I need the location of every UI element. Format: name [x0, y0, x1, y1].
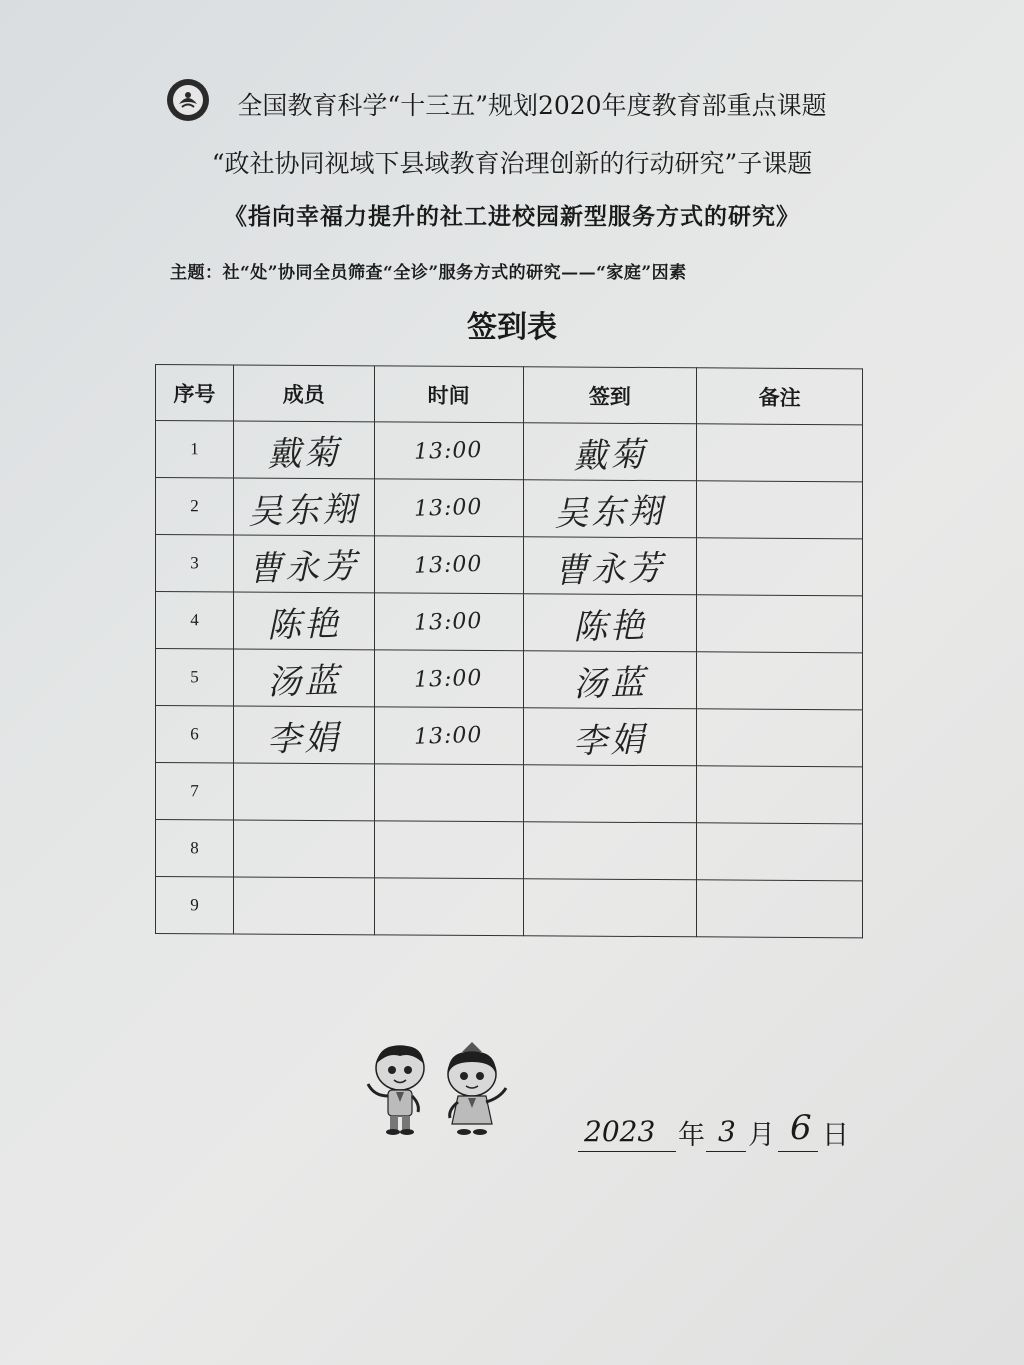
time-cell: [374, 479, 523, 537]
theme-line: 主题：社“处”协同全员筛查“全诊”服务方式的研究——“家庭”因素: [170, 263, 687, 283]
date-year: 2023: [584, 1115, 656, 1148]
table-row: [156, 763, 863, 824]
date-line: [578, 1110, 858, 1160]
member-cell: [233, 592, 374, 650]
member-name: 李娟: [266, 717, 342, 760]
signature-cell: [523, 879, 697, 937]
member-name: 汤蓝: [266, 660, 342, 703]
row-number: 7: [156, 763, 234, 820]
row-number: 4: [156, 592, 234, 649]
time-cell: [374, 878, 523, 936]
year-underline: [578, 1151, 676, 1152]
table-row: [156, 877, 863, 938]
signature-cell: [523, 537, 697, 595]
boy-mascot-icon: [368, 1046, 424, 1135]
sign-in-time: 13:00: [413, 608, 484, 636]
signature: 曹永芳: [553, 547, 667, 591]
note-cell: [697, 709, 863, 767]
member-cell: [233, 421, 374, 479]
column-header-note: 备注: [697, 368, 863, 425]
signature-cell: [523, 594, 697, 652]
day-underline: [778, 1151, 818, 1152]
signature-cell: [523, 423, 697, 481]
sign-in-table: [155, 364, 863, 938]
page-title: 签到表: [467, 310, 557, 345]
sign-in-time: 13:00: [413, 551, 484, 579]
row-number: 9: [156, 877, 234, 934]
signature: 李娟: [572, 719, 648, 762]
row-number: 6: [156, 706, 234, 763]
time-cell: [374, 707, 523, 765]
sign-in-time: 13:00: [413, 665, 484, 693]
year-label: 年: [678, 1120, 705, 1151]
signature: 陈艳: [572, 605, 648, 648]
member-cell: [233, 649, 374, 707]
member-name: 戴菊: [266, 432, 342, 475]
member-cell: [233, 535, 374, 593]
note-cell: [697, 595, 863, 653]
table-row: [156, 592, 863, 653]
date-day: 6: [790, 1108, 812, 1148]
sign-in-time: 13:00: [413, 722, 484, 750]
row-number: 8: [156, 820, 234, 877]
table-row: [156, 478, 863, 539]
table-header-row: [156, 365, 863, 425]
table-row: [156, 649, 863, 710]
sign-in-time: 13:00: [413, 494, 484, 522]
column-header-sign: 签到: [523, 367, 697, 424]
member-cell: [233, 763, 374, 821]
member-cell: [233, 478, 374, 536]
time-cell: [374, 764, 523, 822]
column-header-number: 序号: [156, 365, 234, 421]
month-underline: [706, 1151, 746, 1152]
member-name: 吴东翔: [247, 488, 361, 532]
date-month: 3: [718, 1115, 736, 1148]
project-title-line: 全国教育科学“十三五”规划2020年度教育部重点课题: [237, 91, 827, 120]
member-cell: [233, 820, 374, 878]
note-cell: [697, 766, 863, 824]
member-name: 曹永芳: [247, 545, 361, 589]
note-cell: [697, 538, 863, 596]
note-cell: [697, 652, 863, 710]
signature: 吴东翔: [553, 490, 667, 534]
signature-cell: [523, 708, 697, 766]
sign-in-time: 13:00: [413, 437, 484, 465]
signature: 汤蓝: [572, 662, 648, 705]
note-cell: [697, 880, 863, 938]
column-header-time: 时间: [374, 366, 523, 423]
note-cell: [697, 823, 863, 881]
table-row: [156, 535, 863, 596]
month-label: 月: [748, 1120, 775, 1151]
time-cell: [374, 422, 523, 480]
time-cell: [374, 593, 523, 651]
research-title-line: 《指向幸福力提升的社工进校园新型服务方式的研究》: [224, 203, 800, 230]
column-header-member: 成员: [233, 365, 374, 422]
row-number: 1: [156, 421, 234, 478]
row-number: 5: [156, 649, 234, 706]
row-number: 3: [156, 535, 234, 592]
table-row: [156, 820, 863, 881]
time-cell: [374, 650, 523, 708]
subproject-title-line: “政社协同视域下县域教育治理创新的行动研究”子课题: [211, 149, 813, 178]
signature-cell: [523, 822, 697, 880]
signature: 戴菊: [572, 434, 648, 477]
note-cell: [697, 481, 863, 539]
table-row: [156, 706, 863, 767]
time-cell: [374, 821, 523, 879]
girl-mascot-icon: [448, 1042, 506, 1135]
mascot-children-illustration: [360, 1040, 530, 1140]
table-row: [156, 421, 863, 482]
note-cell: [697, 424, 863, 482]
time-cell: [374, 536, 523, 594]
row-number: 2: [156, 478, 234, 535]
member-cell: [233, 877, 374, 935]
signature-cell: [523, 765, 697, 823]
day-label: 日: [822, 1120, 849, 1151]
signature-cell: [523, 651, 697, 709]
signature-cell: [523, 480, 697, 538]
member-name: 陈艳: [266, 603, 342, 646]
member-cell: [233, 706, 374, 764]
